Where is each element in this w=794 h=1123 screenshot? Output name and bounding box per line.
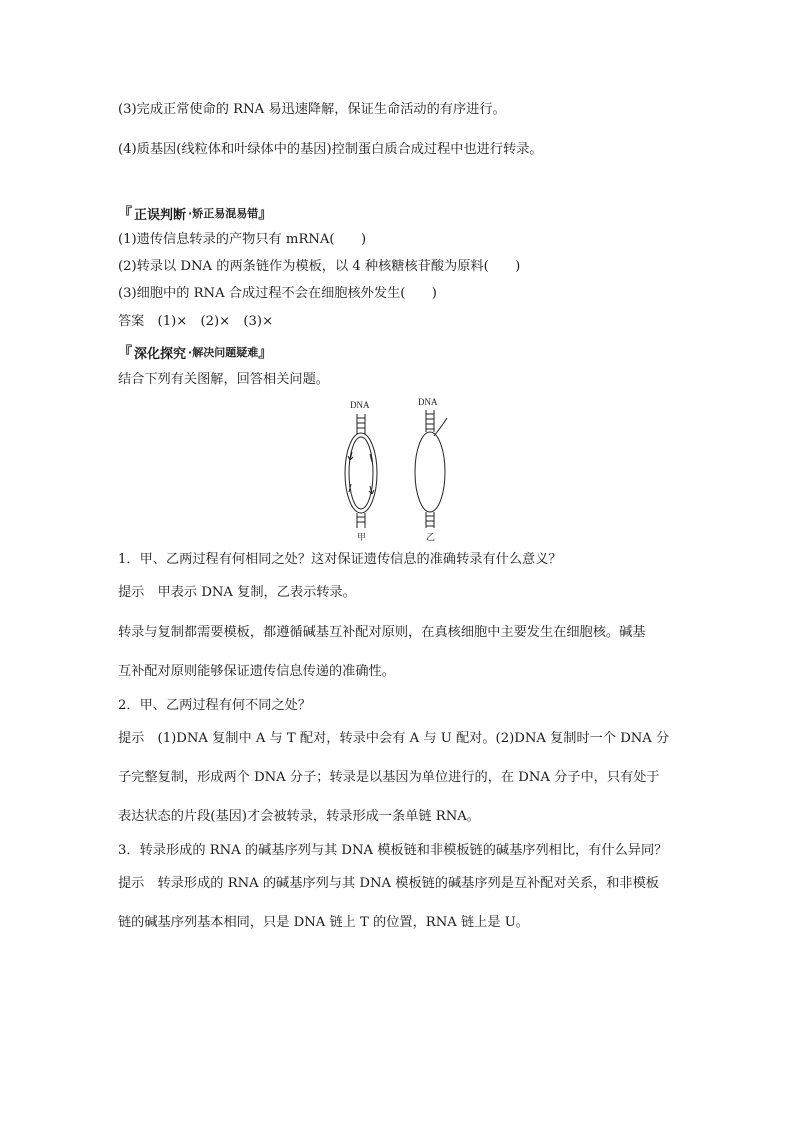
answer-line: 提示 转录形成的 RNA 的碱基序列与其 DNA 模板链的碱基序列是互补配对关系，和非模板 xyxy=(118,876,659,891)
section-subtitle: ·矫正易混易错 xyxy=(188,207,259,220)
left-dna-label: DNA xyxy=(350,400,370,410)
question-1: 1．甲、乙两过程有何相同之处？这对保证遗传信息的准确转录有什么意义？ xyxy=(118,552,562,567)
label-jia: 甲 xyxy=(357,532,367,542)
judge-item-3: (3)细胞中的 RNA 合成过程不会在细胞核外发生( ) xyxy=(118,286,437,301)
answer-line: 互补配对原则能够保证遗传信息传递的准确性。 xyxy=(118,664,395,679)
answer-line: 提示 (1)DNA 复制中 A 与 T 配对，转录中会有 A 与 U 配对。(2)DNA 复制时一个 DNA 分 xyxy=(118,731,670,746)
dna-diagram xyxy=(330,396,470,542)
judge-item-2: (2)转录以 DNA 的两条链作为模板，以 4 种核糖核苷酸为原料( ) xyxy=(118,259,521,274)
judge-answer: 答案 (1)× (2)× (3)× xyxy=(118,314,274,329)
replication-figure xyxy=(345,414,377,528)
transcription-figure xyxy=(415,410,447,528)
answer-line: 链的碱基序列基本相同，只是 DNA 链上 T 的位置，RNA 链上是 U。 xyxy=(118,915,529,930)
section-header-judge xyxy=(118,203,272,223)
answer-line: 提示 甲表示 DNA 复制，乙表示转录。 xyxy=(118,585,356,600)
section-header-explore xyxy=(118,342,272,362)
explore-intro: 结合下列有关图解，回答相关问题。 xyxy=(118,372,329,387)
question-3: 3．转录形成的 RNA 的碱基序列与其 DNA 模板链和非模板链的碱基序列相比，有什么异同？ xyxy=(118,843,668,858)
section-title: 深化探究 xyxy=(134,346,187,362)
bracket-close-icon: 』 xyxy=(258,206,273,222)
bracket-open-icon: 『 xyxy=(118,206,132,222)
answer-line: 转录与复制都需要模板，都遵循碱基互补配对原则，在真核细胞中主要发生在细胞核。碱基 xyxy=(118,625,646,640)
label-yi: 乙 xyxy=(426,532,436,542)
right-dna-label: DNA xyxy=(418,397,438,407)
paragraph-3: (3)完成正常使命的 RNA 易迅速降解，保证生命活动的有序进行。 xyxy=(118,102,506,117)
question-2: 2．甲、乙两过程有何不同之处？ xyxy=(118,698,312,713)
judge-item-1: (1)遗传信息转录的产物只有 mRNA( ) xyxy=(118,232,367,247)
paragraph-4: (4)质基因(线粒体和叶绿体中的基因)控制蛋白质合成过程中也进行转录。 xyxy=(118,142,543,157)
answer-line: 子完整复制，形成两个 DNA 分子；转录是以基因为单位进行的，在 DNA 分子中，只有处于 xyxy=(118,770,660,785)
bracket-open-icon: 『 xyxy=(118,345,132,361)
section-subtitle: ·解决问题疑难 xyxy=(188,346,259,359)
bracket-close-icon: 』 xyxy=(258,345,273,361)
answer-line: 表达状态的片段(基因)才会被转录，转录形成一条单链 RNA。 xyxy=(118,809,480,824)
section-title: 正误判断 xyxy=(134,207,187,223)
